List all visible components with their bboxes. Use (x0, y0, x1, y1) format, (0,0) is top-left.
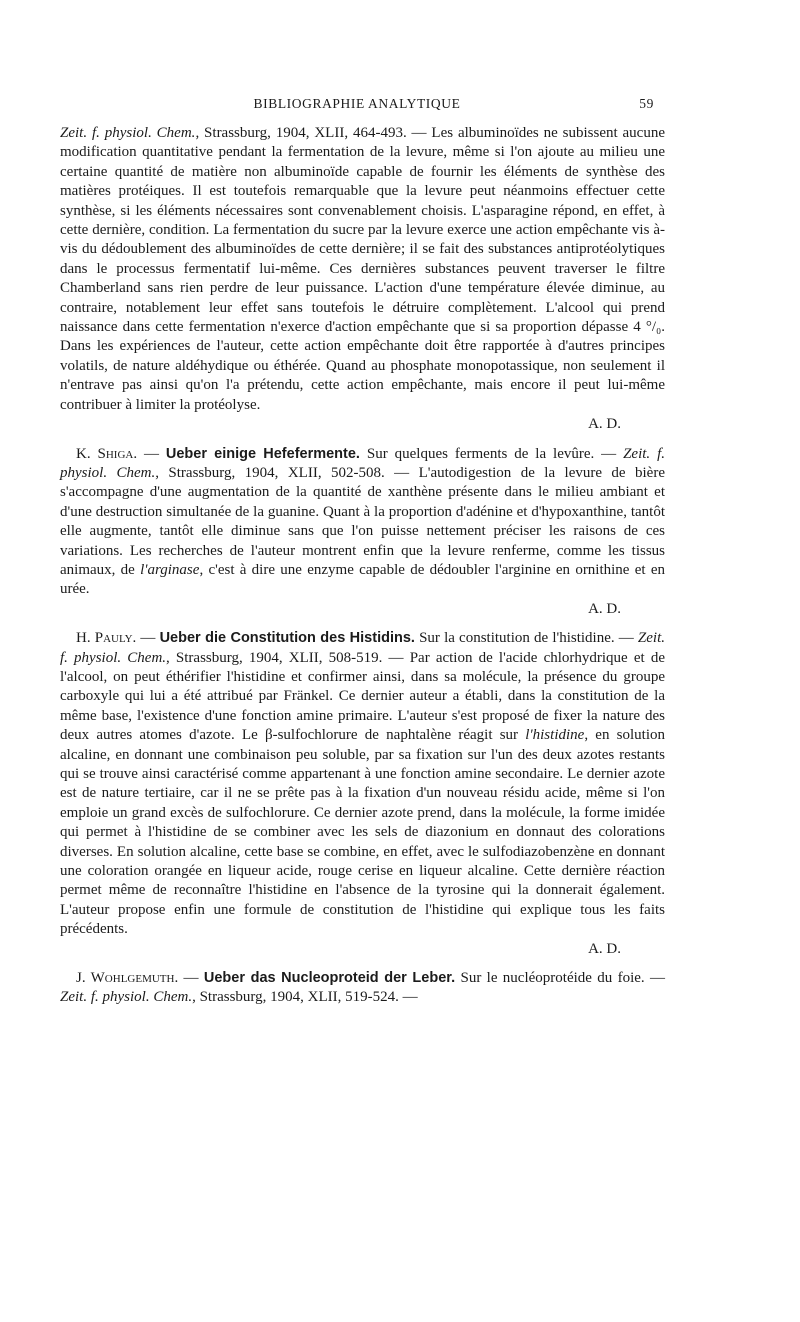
french-title: Sur le nucléoprotéide du foie. — (455, 970, 665, 987)
abstract-entry (60, 969, 665, 1008)
article-title: Ueber das Nucleoproteid der Leber. (203, 970, 456, 987)
entry-text: J. Wohlgemuth. — Ueber das Nucleoproteid der Leber. Sur le nucléoprotéide du foie. — Zeit. f. physiol. Chem., Strassburg, 1904, XLII, 519-524. — (60, 970, 665, 1006)
entry-text: H. Pauly. — Ueber die Constitution des Histidins. Sur la constitution de l'histidine. — Zeit. f. physiol. Chem., Strassburg, 1904, XLII, 508-519. — Par action de l'acide chlorhydrique et de l'alcool, on peut éthérifier l'histidine et confirmer ainsi, dans sa molécule, la présence du groupe carboxyle qui lui a été attribué par Fränkel. Ce dernier auteur a établi, dans la constitution de la même base, l'existence d'une fonction amine primaire. L'auteur s'est proposé de fixer la nature des deux autres atomes d'azote. Le β-sulfochlorure de naphtalène réagit sur l'histidine, en solution alcaline, en donnant une combinaison peu soluble, par sa fixation sur l'un des deux azotes restants qui se trouve ainsi caractérisé comme appartenant à une fonction amine secondaire. Le dernier azote est de nature tertiaire, car il ne se prête pas à la fixation d'un nouveau résidu acide, même si l'on emploie un grand excès de sulfochlorure. Ce dernier azote prend, dans la molécule, la forme imidée qui permet à l'histidine de se combiner avec les sels de diazonium en donnaut des colorations diverses. En solution alcaline, cette base se combine, en effet, avec le sulfodiazobenzène en donnant une coloration orangée en liqueur acide, rouge cerise en liqueur alcaline. Cette dernière réaction permet même de reconnaître l'histidine en l'absence de la tyrosine qui la donnerait également. L'auteur propose enfin une formule de constitution de l'histidine qui explique tous les faits précédents. A. D. (60, 629, 665, 959)
french-title: Sur quelques ferments de la levûre. — (359, 445, 624, 462)
abstract-text: Par action de l'acide chlorhydrique et de l'alcool, on peut éthérifier l'histidine et confirmer ainsi, dans sa molécule, la présence du groupe carboxyle qui lui a été attribué par Fränkel. Ce dernier auteur a établi, dans la constitution de la même base, l'existence d'une fonction amine primaire. L'auteur s'est proposé de fixer la nature des deux autres atomes d'azote. Le β-sulfochlorure de naphtalène réagit sur (60, 649, 665, 744)
journal-name: Zeit. f. physiol. Chem. (60, 989, 193, 1006)
abstract-text: , en solution alcaline, en donnant une combinaison peu soluble, par sa fixation sur l'un des deux azotes restants qui se trouve ainsi caractérisé comme appartenant à une fonction amine secondaire. Le dernier azote est de nature tertiaire, car il ne se prête pas à la fixation d'un nouveau résidu acide, même si l'on emploie un grand excès de sulfochlorure. Ce dernier azote prend, dans la molécule, la forme imidée qui permet à l'histidine de se combiner avec les sels de diazonium en donnaut des colorations diverses. En solution alcaline, cette base se combine, en effet, avec le sulfodiazobenzène en donnant une coloration orangée en liqueur acide, rouge cerise en liqueur alcaline. Cette dernière réaction permet même de reconnaître l'histidine en l'absence de la tyrosine qui la donnerait également. L'auteur propose enfin une formule de constitution de l'histidine qui explique tous les faits précédents. (60, 727, 665, 938)
page-body (60, 124, 665, 1018)
citation-details: , Strassburg, 1904, XLII, 502-508. — (155, 464, 419, 481)
abstract-emphasis: l'histidine (525, 727, 585, 744)
abstract-text: , c'est à dire une enzyme capable de dédoubler l'arginine en ornithine et en urée. (60, 561, 665, 598)
entry-text: K. Shiga. — Ueber einige Hefefermente. Sur quelques ferments de la levûre. — Zeit. f. physiol. Chem., Strassburg, 1904, XLII, 502-508. — L'autodigestion de la levure de bière s'accompagne d'une augmentation de la quantité de xanthène présente dans le milieu ambiant et d'une destruction simultanée de la guanine. Quant à la proportion d'adénine et d'hypoxanthine, tantôt elle augmente, tantôt elle diminue sans que l'on puisse nettement préciser les raisons de ces variations. Les recherches de l'auteur montrent enfin que la levure renferme, comme les tissus animaux, de l'arginase, c'est à dire une enzyme capable de dédoubler l'arginine en ornithine et en urée. A. D. (60, 445, 665, 620)
abstract-text: L'autodigestion de la levure de bière s'accompagne d'une augmentation de la quantité de xanthène présente dans le milieu ambiant et d'une destruction simultanée de la guanine. Quant à la proportion d'adénine et d'hypoxanthine, tantôt elle augmente, tantôt elle diminue sans que l'on puisse nettement préciser les raisons de ces variations. Les recherches de l'auteur montrent enfin que la levure renferme, comme les tissus animaux, de (60, 464, 665, 578)
abstract-signature: A. D. (588, 940, 621, 957)
french-title: Sur la constitution de l'histidine. — (414, 630, 638, 647)
citation-details: , Strassburg, 1904, XLII, 464-493. — (195, 125, 432, 141)
author-name: K. Shiga (76, 445, 134, 462)
author-name: J. Wohlgemuth (76, 970, 175, 987)
abstract-signature: A. D. (588, 600, 621, 617)
page-number: 59 (639, 96, 654, 111)
abstract-text: Les albuminoïdes ne subissent aucune modification quantitative pendant la fermentation de la levure, même si l'on ajoute au milieu une certaine quantité de matière non albuminoïde capable de fournir les éléments de synthèse des matières protéiques. Il est toutefois remarquable que la levure peut néanmoins effectuer cette synthèse, si les éléments nécessaires sont convenablement choisis. L'asparagine répond, en effet, à cette dernière, condition. La fermentation du sucre par la levure exerce une action empêchante vis à-vis du dédoublement des albuminoïdes de cette dernière; il se fait des substances antiprotéolytiques dans le processus fermentatif lui-même. Ces dernières substances peuvent traverser le filtre Chamberland sans rien perdre de leur puissance. L'action d'une température élevée diminue, au contraire, notablement leur effet sans toutefois le détruire complètement. L'alcool qui prend naissance dans cette fermentation n'exerce d'action empêchante que si sa proportion dépasse 4 °/₀. Dans les expériences de l'auteur, cette action empêchante doit être rapportée à d'autres principes volatils, de nature aldéhydique ou éthérée. Quand au phosphate monopotassique, non seulement il n'entrave pas ainsi qu'on l'a prétendu, cette action empêchante, mais encore il peut lui-même contribuer à limiter la protéolyse. (60, 125, 665, 413)
abstract-signature: A. D. (588, 416, 621, 433)
journal-name: Zeit. f. physiol. Chem. (60, 630, 665, 666)
article-title: Ueber die Constitution des Histidins. (159, 630, 415, 647)
abstract-entry (60, 124, 665, 435)
journal-name: Zeit. f. physiol. Chem. (60, 125, 196, 141)
citation-details: , Strassburg, 1904, XLII, 519-524. — (192, 989, 418, 1006)
abstract-entry (60, 629, 665, 959)
entry-text (60, 124, 665, 435)
page-header (60, 96, 654, 116)
citation-details: , Strassburg, 1904, XLII, 508-519. — (166, 649, 410, 666)
abstract-entry (60, 445, 665, 620)
running-title: BIBLIOGRAPHIE ANALYTIQUE (253, 96, 461, 111)
author-name: H. Pauly (76, 630, 133, 647)
abstract-emphasis: l'arginase (140, 561, 200, 578)
journal-name: Zeit. f. physiol. Chem. (60, 445, 665, 481)
article-title: Ueber einige Hefefermente. (165, 445, 360, 462)
